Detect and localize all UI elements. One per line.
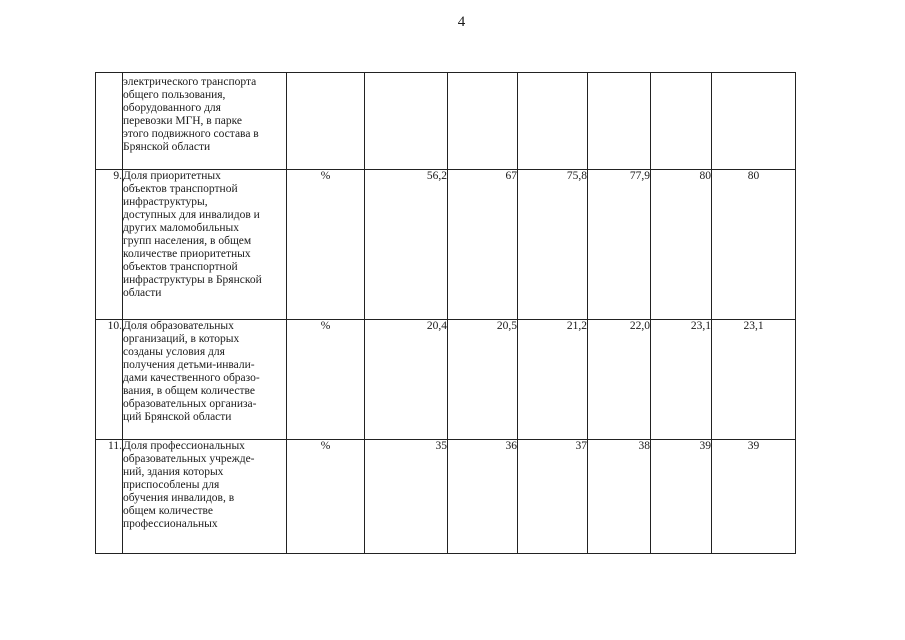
indicator-name-line: Доля профессиональных bbox=[123, 440, 245, 452]
indicators-table bbox=[95, 72, 796, 554]
value-cell: 37 bbox=[518, 440, 588, 554]
indicator-name-line: области bbox=[123, 287, 162, 299]
indicator-name-line: получения детьми-инвали- bbox=[123, 359, 255, 371]
unit-cell: % bbox=[287, 170, 365, 320]
indicator-name-line: образовательных учрежде- bbox=[123, 453, 255, 465]
value-cell: 80 bbox=[712, 170, 796, 320]
indicator-name-line: объектов транспортной bbox=[123, 261, 238, 273]
indicator-name-line: образовательных организа- bbox=[123, 398, 257, 410]
indicator-name-line: оборудованного для bbox=[123, 102, 221, 114]
indicator-name-line: инфраструктуры в Брянской bbox=[123, 274, 262, 286]
page-number: 4 bbox=[457, 14, 466, 30]
unit-cell bbox=[287, 73, 365, 170]
value-cell: 22,0 bbox=[588, 320, 651, 440]
value-cell: 23,1 bbox=[712, 320, 796, 440]
indicator-name-line: количестве приоритетных bbox=[123, 248, 251, 260]
indicator-name-line: объектов транспортной bbox=[123, 183, 238, 195]
indicator-name-line: общем количестве bbox=[123, 505, 213, 517]
indicator-name-line: общего пользования, bbox=[123, 89, 226, 101]
value-cell: 35 bbox=[365, 440, 448, 554]
value-cell bbox=[712, 73, 796, 170]
row-number: 11. bbox=[96, 440, 123, 554]
indicator-name-line: Брянской области bbox=[123, 141, 211, 153]
value-cell bbox=[448, 73, 518, 170]
value-cell: 20,4 bbox=[365, 320, 448, 440]
row-number: 10. bbox=[96, 320, 123, 440]
value-cell: 67 bbox=[448, 170, 518, 320]
table-row bbox=[96, 73, 796, 170]
indicator-name-line: других маломобильных bbox=[123, 222, 240, 234]
indicator-name-line: ций Брянской области bbox=[123, 411, 232, 423]
unit-cell: % bbox=[287, 440, 365, 554]
row-number bbox=[96, 73, 123, 170]
indicator-name-line: созданы условия для bbox=[123, 346, 225, 358]
value-cell: 23,1 bbox=[651, 320, 712, 440]
value-cell: 38 bbox=[588, 440, 651, 554]
indicator-name bbox=[123, 73, 287, 170]
indicator-name-line: дами качественного образо- bbox=[123, 372, 260, 384]
indicator-name-line: перевозки МГН, в парке bbox=[123, 115, 243, 127]
indicator-name-line: электрического транспорта bbox=[123, 76, 257, 88]
value-cell: 36 bbox=[448, 440, 518, 554]
value-cell: 39 bbox=[651, 440, 712, 554]
value-cell bbox=[651, 73, 712, 170]
indicator-name-line: приспособлены для bbox=[123, 479, 220, 491]
value-cell bbox=[588, 73, 651, 170]
value-cell: 75,8 bbox=[518, 170, 588, 320]
row-number: 9. bbox=[96, 170, 123, 320]
indicator-name-line: вания, в общем количестве bbox=[123, 385, 256, 397]
value-cell bbox=[518, 73, 588, 170]
table-row bbox=[96, 320, 796, 440]
indicator-name bbox=[123, 440, 287, 554]
indicator-name-line: доступных для инвалидов и bbox=[123, 209, 260, 221]
table-row bbox=[96, 440, 796, 554]
indicator-name bbox=[123, 320, 287, 440]
indicator-name-line: обучения инвалидов, в bbox=[123, 492, 235, 504]
indicator-name-line: профессиональных bbox=[123, 518, 218, 530]
value-cell bbox=[365, 73, 448, 170]
indicator-name-line: ний, здания которых bbox=[123, 466, 224, 478]
unit-cell: % bbox=[287, 320, 365, 440]
value-cell: 21,2 bbox=[518, 320, 588, 440]
value-cell: 39 bbox=[712, 440, 796, 554]
indicator-name-line: этого подвижного состава в bbox=[123, 128, 259, 140]
indicator-name-line: организаций, в которых bbox=[123, 333, 240, 345]
indicator-name-line: инфраструктуры, bbox=[123, 196, 208, 208]
indicator-name-line: групп населения, в общем bbox=[123, 235, 252, 247]
value-cell: 20,5 bbox=[448, 320, 518, 440]
indicator-name-line: Доля образовательных bbox=[123, 320, 234, 332]
indicator-name bbox=[123, 170, 287, 320]
value-cell: 56,2 bbox=[365, 170, 448, 320]
value-cell: 80 bbox=[651, 170, 712, 320]
value-cell: 77,9 bbox=[588, 170, 651, 320]
table-row bbox=[96, 170, 796, 320]
indicator-name-line: Доля приоритетных bbox=[123, 170, 221, 182]
